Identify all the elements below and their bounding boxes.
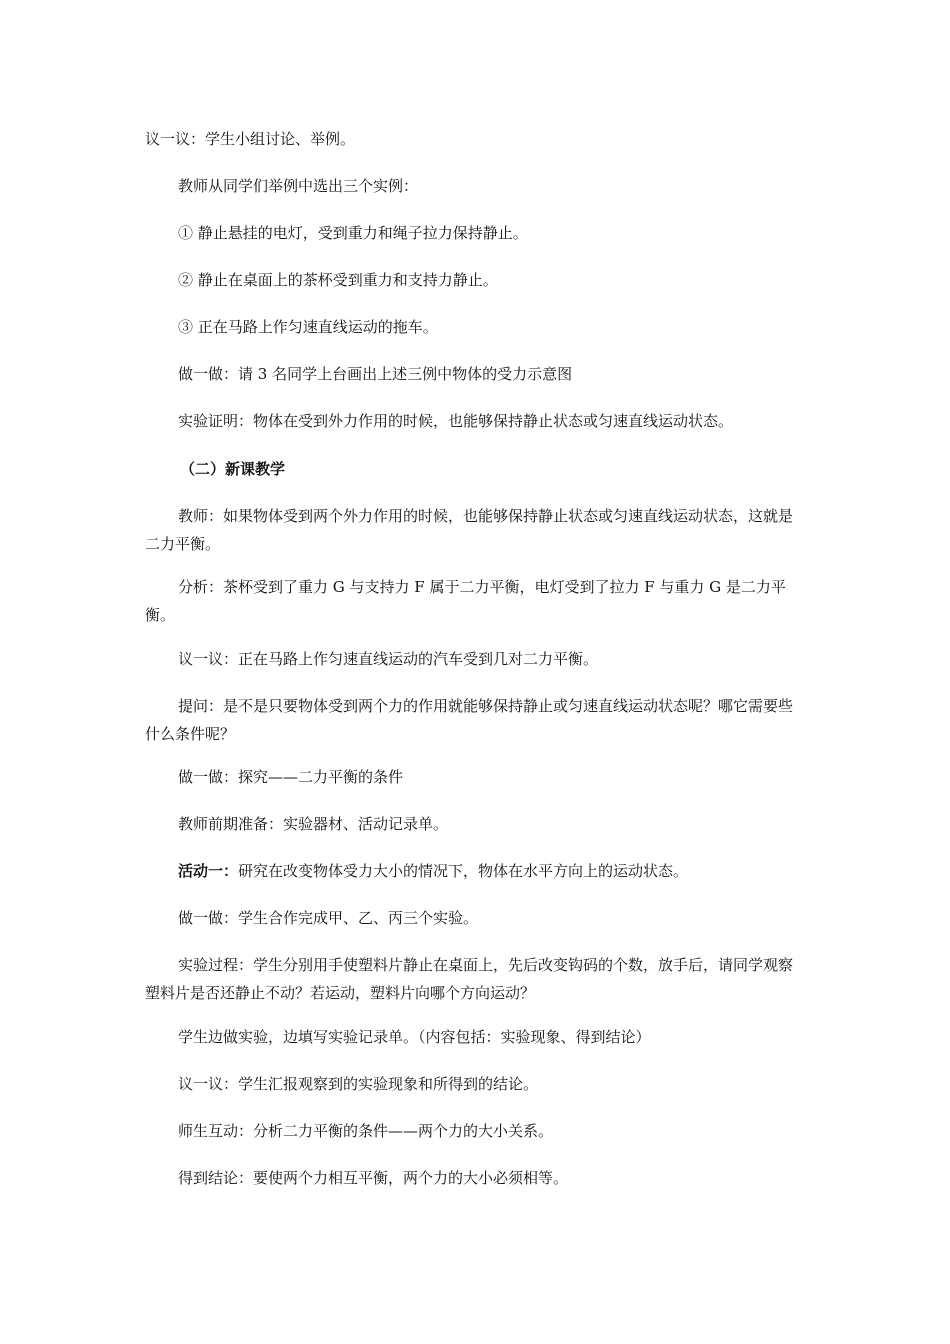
paragraph-example-2: ② 静止在桌面上的茶杯受到重力和支持力静止。 (178, 271, 498, 289)
paragraph-example-1: ① 静止悬挂的电灯，受到重力和绳子拉力保持静止。 (178, 224, 528, 242)
activity-text: 研究在改变物体受力大小的情况下，物体在水平方向上的运动状态。 (238, 862, 689, 880)
paragraph-do-it-1: 做一做：请 3 名同学上台画出上述三例中物体的受力示意图 (178, 365, 573, 383)
activity-label: 活动一： (178, 862, 239, 880)
paragraph-experiment-proof: 实验证明：物体在受到外力作用的时候，也能够保持静止状态或匀速直线运动状态。 (178, 412, 734, 430)
paragraph-interaction: 师生互动：分析二力平衡的条件——两个力的大小关系。 (178, 1122, 554, 1140)
paragraph-question: 提问：是不是只要物体受到两个力的作用就能够保持静止或匀速直线运动状态呢？哪它需要些什么条件呢？ (145, 697, 794, 743)
paragraph-example-3: ③ 正在马路上作匀速直线运动的拖车。 (178, 318, 438, 336)
paragraph-teacher-prep: 教师前期准备：实验器材、活动记录单。 (178, 815, 449, 833)
paragraph-discussion-2: 议一议：正在马路上作匀速直线运动的汽车受到几对二力平衡。 (178, 650, 599, 668)
paragraph-teacher-selects: 教师从同学们举例中选出三个实例： (178, 177, 419, 195)
paragraph-do-it-3: 做一做：学生合作完成甲、乙、丙三个实验。 (178, 909, 479, 927)
paragraph-discussion-1: 议一议：学生小组讨论、举例。 (145, 130, 356, 148)
paragraph-analysis: 分析：茶杯受到了重力 G 与支持力 F 属于二力平衡，电灯受到了拉力 F 与重力 G 是二力平衡。 (145, 578, 786, 624)
paragraph-activity-1 (178, 857, 838, 885)
paragraph-discussion-3: 议一议：学生汇报观察到的实验现象和所得到的结论。 (178, 1075, 539, 1093)
paragraph-teacher-definition: 教师：如果物体受到两个外力作用的时候，也能够保持静止状态或匀速直线运动状态，这就是二力平衡。 (145, 507, 794, 553)
paragraph-experiment-process: 实验过程：学生分别用手使塑料片静止在桌面上，先后改变钩码的个数，放手后，请同学观察塑料片是否还静止不动？若运动，塑料片向哪个方向运动？ (145, 956, 794, 1002)
section-heading: （二）新课教学 (180, 460, 286, 478)
paragraph-do-it-2: 做一做：探究——二力平衡的条件 (178, 768, 404, 786)
paragraph-record-sheet: 学生边做实验，边填写实验记录单。（内容包括：实验现象、得到结论） (178, 1028, 651, 1046)
paragraph-conclusion: 得到结论：要使两个力相互平衡，两个力的大小必须相等。 (178, 1169, 569, 1187)
